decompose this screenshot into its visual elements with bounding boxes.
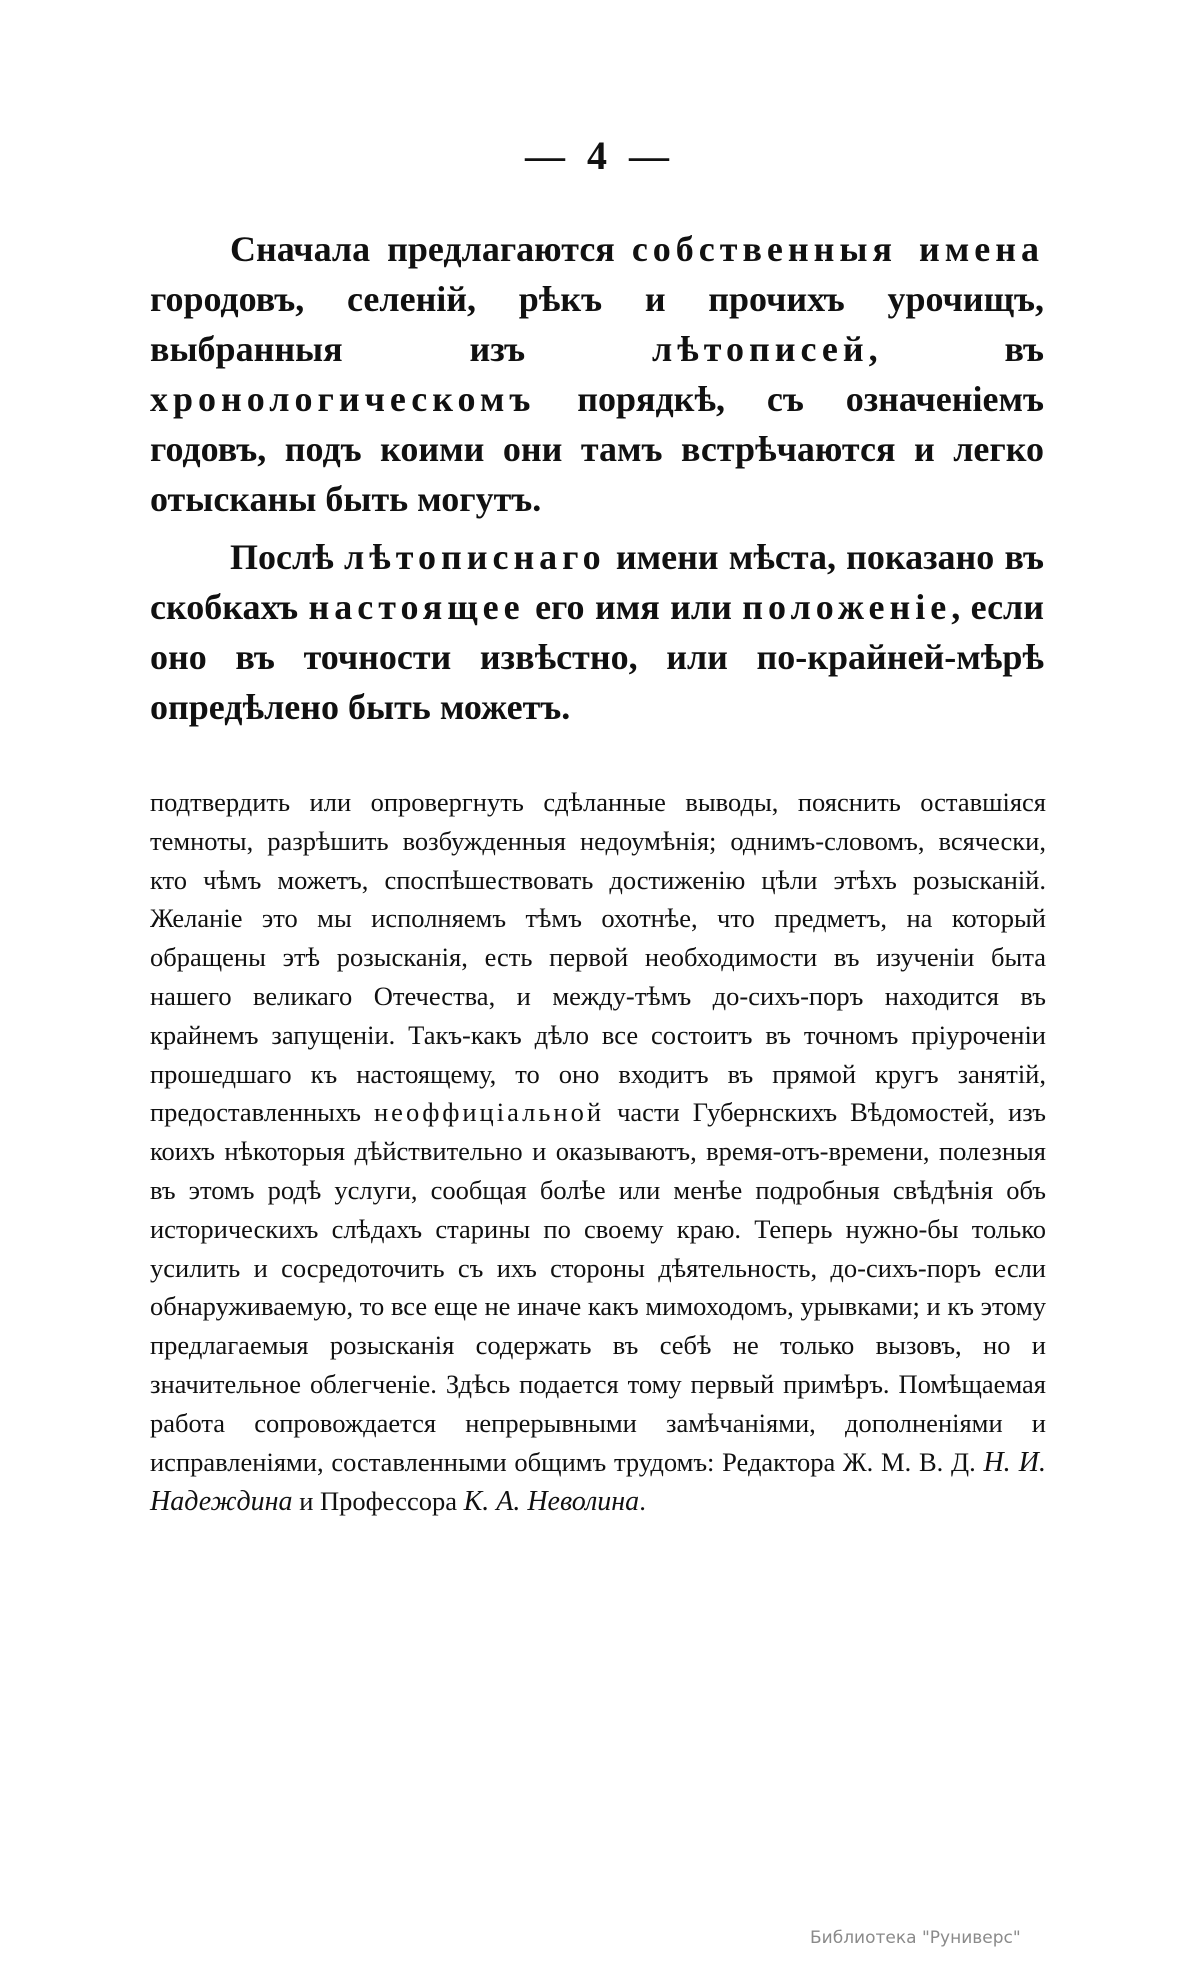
text-run: , если оно въ точности извѣстно, или по-крайней-мѣрѣ опредѣлено быть можетъ. bbox=[150, 587, 1044, 727]
text-run: . bbox=[639, 1486, 646, 1517]
spaced-text-run: неоффиціальной bbox=[374, 1097, 605, 1128]
text-run: его имя или bbox=[524, 587, 743, 627]
text-run: подтвердить или опровергнуть сдѣланные выводы, пояснить оставшіяся темноты, разрѣшить возбужденныя недоумѣнія; однимъ-словомъ, всячески, кто чѣмъ можетъ, споспѣшествовать достиженію цѣли этѣхъ розысканій. Желаніе это мы исполняемъ тѣмъ охотнѣе, что предметъ, на который обращены этѣ розысканія, есть первой необходимости въ изученіи быта нашего великаго Отечества, и между-тѣмъ до-сихъ-поръ находится въ крайнемъ запущеніи. Такъ-какъ дѣло все состоитъ въ точномъ пріуроченіи прошедшаго къ настоящему, то оно входитъ въ прямой кругъ занятій, предоставленныхъ bbox=[150, 787, 1046, 1128]
text-run: имени мѣста, показано въ скобкахъ bbox=[150, 537, 1045, 627]
intro-paragraph-2 bbox=[150, 532, 1044, 732]
intro-paragraph-1 bbox=[150, 224, 1044, 524]
spaced-text-run: лѣтописей bbox=[651, 329, 869, 369]
text-run: порядкѣ, съ означеніемъ годовъ, подъ коими они тамъ встрѣчаются и легко отысканы быть могутъ. bbox=[150, 379, 1044, 519]
text-run: , въ bbox=[868, 329, 1044, 369]
page-number: — 4 — bbox=[525, 133, 675, 178]
spaced-text-run: лѣтописнаго bbox=[343, 537, 606, 577]
spaced-text-run: собственныя имена bbox=[631, 229, 1044, 269]
text-run: Сначала предлагаются bbox=[230, 229, 632, 269]
spaced-text-run: хронологическомъ bbox=[150, 379, 536, 419]
spaced-text-run: настоящее bbox=[308, 587, 525, 627]
professor-name: К. А. Неволина bbox=[463, 1486, 640, 1518]
text-run: Послѣ bbox=[230, 537, 344, 577]
intro-section bbox=[150, 224, 1044, 732]
spaced-text-run: положеніе bbox=[742, 587, 952, 627]
editor-name: Н. И. Надеждина bbox=[150, 1446, 1046, 1518]
library-watermark: Библиотека "Руниверс" bbox=[810, 1928, 1021, 1948]
text-run: части Губернскихъ Вѣдомостей, изъ коихъ нѣкоторыя дѣйствительно и оказываютъ, время-отъ-времени, полезныя въ этомъ родѣ услуги, сообщая болѣе или менѣе подробныя свѣдѣнія объ историческихъ слѣдахъ старины по своему краю. Теперь нужно-бы только усилить и сосредоточить съ ихъ стороны дѣятельность, до-сихъ-поръ если обнаруживаемую, то все еще не иначе какъ мимоходомъ, урывками; и къ этому предлагаемыя розысканія содержать въ себѣ не только вызовъ, но и значительное облегченіе. Здѣсь подается тому первый примѣръ. Помѣщаемая работа сопровождается непрерывными замѣчаніями, дополненіями и исправленіями, составленными общимъ трудомъ: Редактора Ж. М. В. Д. bbox=[150, 1097, 1046, 1477]
text-run: и Профессора bbox=[292, 1486, 464, 1517]
text-run: городовъ, селеній, рѣкъ и прочихъ урочищъ, выбранныя изъ bbox=[150, 279, 1044, 369]
main-paragraph bbox=[150, 783, 1046, 1522]
main-text-section bbox=[150, 783, 1046, 1522]
